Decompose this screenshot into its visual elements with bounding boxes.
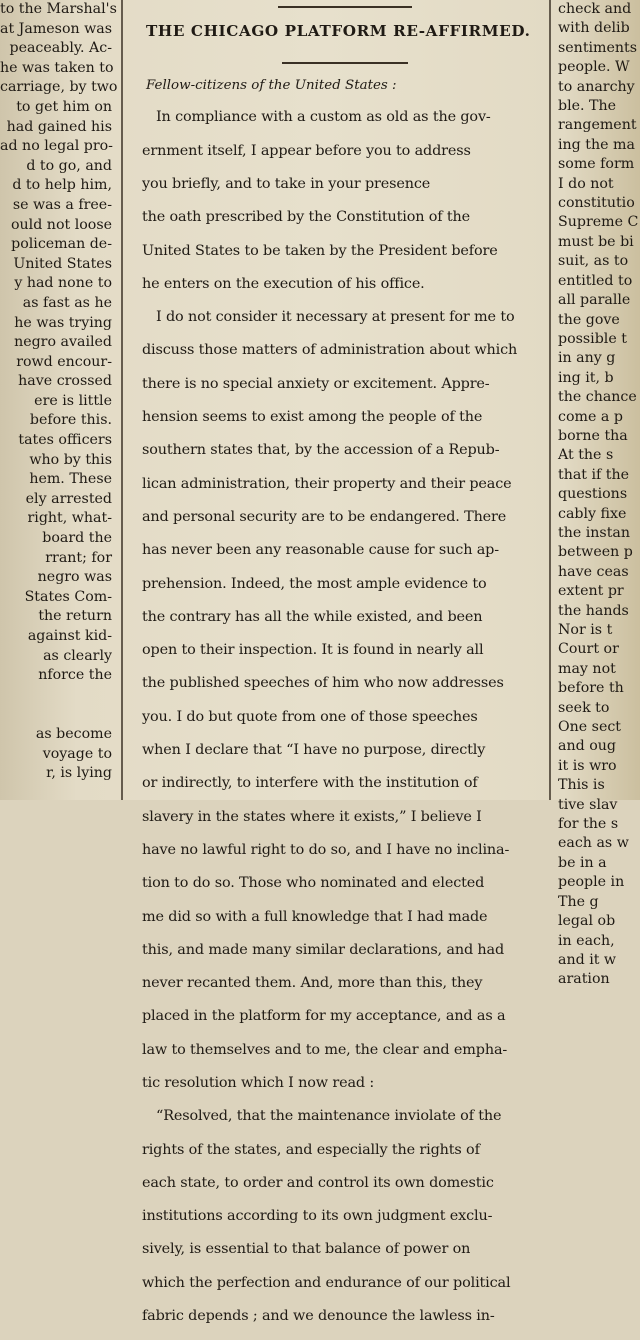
text-line: ble. The: [558, 98, 617, 115]
text-line: ould not loose: [11, 216, 112, 233]
text-line: borne tha: [558, 427, 628, 444]
text-line: check and: [558, 1, 632, 17]
text-line: ing the ma: [558, 136, 635, 153]
article-line: he enters on the execution of his office.: [142, 275, 425, 292]
headline-rule-bottom: [282, 62, 408, 64]
text-line: right, what-: [27, 510, 112, 527]
article-line: has never been any reasonable cause for such ap-: [142, 542, 499, 559]
text-line: y had none to: [14, 275, 112, 292]
text-line: [0, 705, 114, 725]
text-line: possible t: [558, 330, 627, 347]
headline-rule-top: [278, 6, 412, 8]
article-line: United States to be taken by the President before: [142, 242, 498, 259]
text-line: d to go, and: [26, 157, 112, 174]
text-line: come a p: [558, 408, 623, 425]
text-line: between p: [558, 544, 633, 561]
text-line: [0, 686, 114, 706]
text-line: he was taken to: [0, 59, 114, 76]
text-line: and it w: [558, 951, 617, 968]
text-line: cably fixe: [558, 505, 627, 522]
text-line: States Com-: [24, 588, 112, 605]
text-line: seek to: [558, 699, 610, 716]
article-line: never recanted them. And, more than this, they: [142, 975, 483, 992]
article-body: [142, 94, 542, 1340]
text-line: policeman de-: [11, 236, 112, 253]
text-line: hem. These: [29, 471, 112, 488]
right-column-text: [556, 0, 640, 988]
article-line: which the perfection and endurance of our political: [142, 1274, 511, 1291]
article-line: the published speeches of him who now addresses: [142, 675, 504, 692]
article-line: this, and made many similar declarations, and had: [142, 941, 505, 958]
text-line: negro availed: [14, 334, 112, 351]
text-line: carriage, by two: [0, 79, 118, 96]
text-line: United States: [13, 255, 112, 272]
text-line: One sect: [558, 719, 621, 736]
article-line: or indirectly, to interfere with the institution of: [142, 775, 478, 792]
text-line: some form: [558, 156, 635, 173]
text-line: Supreme C: [558, 214, 639, 231]
text-line: constitutio: [558, 195, 635, 212]
article-line: institutions according to its own judgment exclu-: [142, 1208, 493, 1225]
text-line: that if the: [558, 466, 630, 483]
text-line: for the s: [558, 816, 619, 833]
text-line: d to help him,: [12, 177, 112, 194]
text-line: must be bi: [558, 233, 634, 250]
text-line: rowd encour-: [16, 353, 112, 370]
article-line: and personal security are to be endangered. There: [142, 508, 507, 525]
text-line: as become: [35, 725, 112, 742]
text-line: extent pr: [558, 583, 624, 600]
article-headline: THE CHICAGO PLATFORM RE-AFFIRMED.: [146, 22, 531, 40]
text-line: I do not: [558, 175, 614, 192]
article-line: fabric depends ; and we denounce the lawless in-: [142, 1308, 495, 1325]
article-line: tion to do so. Those who nominated and elected: [142, 875, 485, 892]
text-line: to anarchy: [558, 78, 635, 95]
article-line: open to their inspection. It is found in nearly all: [142, 642, 484, 659]
text-line: who by this: [29, 451, 112, 468]
article-line: “Resolved, that the maintenance inviolate of the: [156, 1108, 502, 1125]
text-line: entitled to: [558, 272, 633, 289]
text-line: before this.: [29, 412, 112, 429]
article-line: hension seems to exist among the people of the: [142, 409, 483, 426]
text-line: tive slav: [558, 796, 618, 813]
text-line: ely arrested: [25, 490, 112, 507]
article-line: there is no special anxiety or excitement. Appre-: [142, 375, 490, 392]
text-line: At the s: [558, 447, 614, 464]
text-line: tates officers: [18, 432, 112, 449]
text-line: to the Marshal's: [0, 1, 117, 17]
article-line: In compliance with a custom as old as the gov-: [156, 109, 491, 126]
article-line: lican administration, their property and their peace: [142, 475, 512, 492]
text-line: The g: [558, 893, 599, 910]
text-line: r, is lying: [46, 765, 112, 782]
text-line: negro was: [37, 569, 112, 586]
article-line: me did so with a full knowledge that I had made: [142, 908, 488, 925]
text-line: the gove: [558, 311, 620, 328]
text-line: with delib: [558, 20, 630, 37]
article-line: ernment itself, I appear before you to address: [142, 142, 471, 159]
text-line: the hands: [558, 602, 629, 619]
text-line: as clearly: [43, 647, 112, 664]
text-line: the instan: [558, 524, 630, 541]
article-line: you briefly, and to take in your presence: [142, 175, 431, 192]
article-line: sively, is essential to that balance of power on: [142, 1241, 471, 1258]
article-line: rights of the states, and especially the rights of: [142, 1141, 480, 1158]
text-line: all paralle: [558, 292, 631, 309]
article-line: have no lawful right to do so, and I have no inclina-: [142, 841, 510, 858]
text-line: had gained his: [6, 118, 112, 135]
left-column-text: [0, 0, 118, 800]
text-line: people in: [558, 874, 625, 891]
article-line: when I declare that “I have no purpose, directly: [142, 742, 486, 759]
text-line: he was trying: [14, 314, 112, 331]
text-line: be in a: [558, 854, 607, 871]
article-line: southern states that, by the accession of a Repub-: [142, 442, 500, 459]
text-line: at Jameson was: [0, 20, 113, 37]
text-line: against kid-: [27, 628, 112, 644]
column-rule-right: [549, 0, 551, 800]
article-line: discuss those matters of administration about which: [142, 342, 518, 359]
text-line: Court or: [558, 641, 619, 658]
text-line: peaceably. Ac-: [9, 40, 112, 57]
article-line: the oath prescribed by the Constitution of the: [142, 209, 471, 226]
text-line: se was a free-: [12, 196, 112, 213]
text-line: voyage to: [42, 745, 112, 762]
text-line: have ceas: [558, 563, 629, 580]
text-line: ere is little: [34, 392, 112, 409]
text-line: This is: [558, 777, 605, 794]
text-line: the chance: [558, 389, 637, 406]
article-line: law to themselves and to me, the clear and empha-: [142, 1041, 508, 1058]
article-salutation: Fellow-citizens of the United States :: [146, 78, 397, 93]
text-line: ing it, b: [558, 369, 614, 386]
text-line: legal ob: [558, 913, 616, 930]
article-line: placed in the platform for my acceptance, and as a: [142, 1008, 506, 1025]
text-line: in any g: [558, 350, 616, 367]
text-line: nforce the: [38, 667, 112, 684]
text-line: questions: [558, 486, 628, 503]
text-line: to get him on: [16, 98, 112, 115]
text-line: each as w: [558, 835, 629, 852]
text-line: have crossed: [18, 373, 112, 390]
article-line: you. I do but quote from one of those speeches: [142, 708, 478, 725]
article-line: prehension. Indeed, the most ample evidence to: [142, 575, 487, 592]
text-line: rangement: [558, 117, 637, 134]
text-line: before th: [558, 680, 624, 697]
text-line: in each,: [558, 932, 615, 949]
text-line: aration: [558, 971, 610, 988]
text-line: as fast as he: [22, 294, 112, 311]
text-line: ad no legal pro-: [0, 138, 113, 155]
text-line: may not: [558, 660, 616, 677]
article-line: the contrary has all the while existed, and been: [142, 608, 483, 625]
article-line: each state, to order and control its own domestic: [142, 1174, 494, 1191]
text-line: suit, as to: [558, 253, 629, 270]
text-line: it is wro: [558, 757, 617, 774]
text-line: people. W: [558, 59, 630, 76]
text-line: the return: [38, 608, 112, 625]
text-line: rrant; for: [45, 549, 112, 566]
article-line: I do not consider it necessary at present for me to: [156, 309, 515, 326]
column-rule-left: [121, 0, 123, 800]
article-line: slavery in the states where it exists,” I believe I: [142, 808, 482, 825]
text-line: board the: [42, 530, 112, 547]
text-line: and oug: [558, 738, 616, 755]
text-line: sentiments: [558, 39, 638, 56]
article-line: tic resolution which I now read :: [142, 1075, 375, 1091]
text-line: Nor is t: [558, 622, 613, 638]
